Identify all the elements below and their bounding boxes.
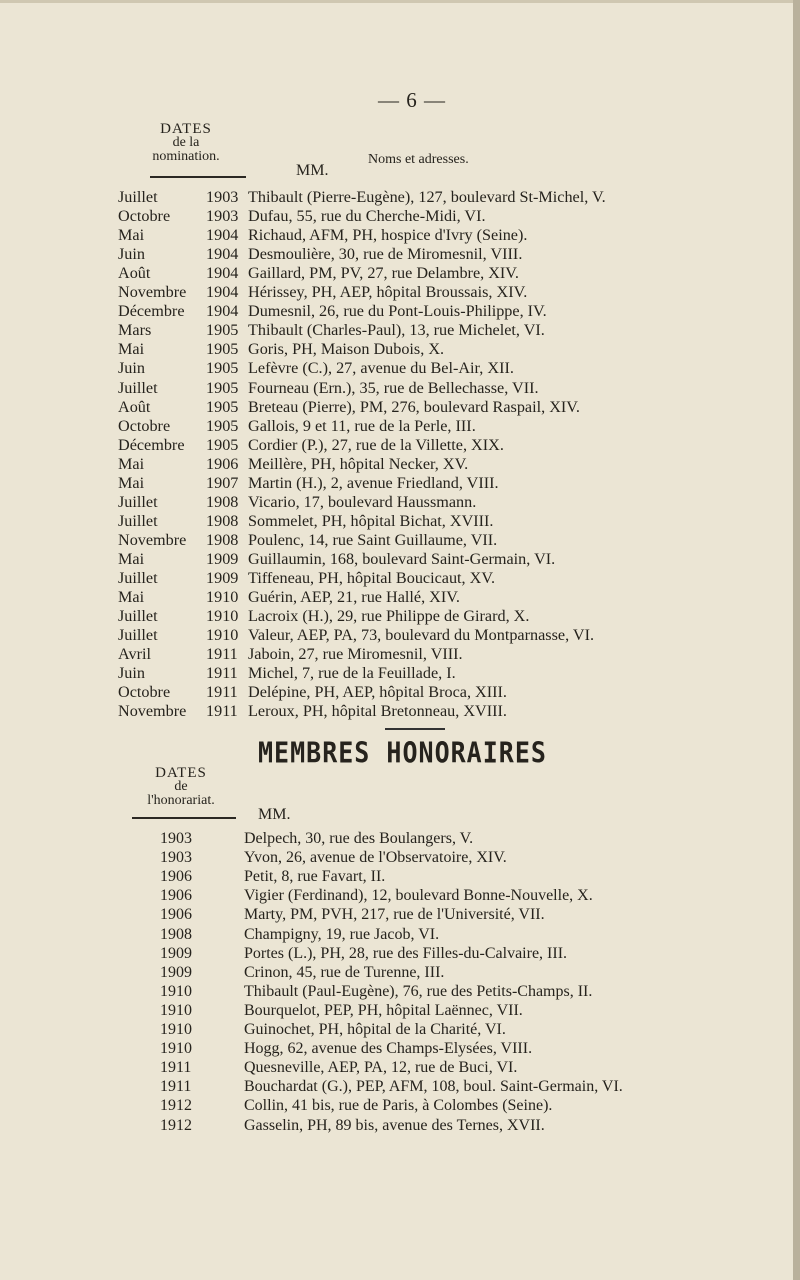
member-name-address: Lefèvre (C.), 27, avenue du Bel-Air, XII.	[248, 359, 514, 378]
honorary-name-address: Bouchardat (G.), PEP, AFM, 108, boul. Saint-Germain, VI.	[244, 1078, 623, 1096]
member-year: 1907	[206, 473, 239, 492]
honorary-name-address: Quesneville, AEP, PA, 12, rue de Buci, VI.	[244, 1059, 518, 1077]
honorary-year: 1906	[160, 906, 192, 924]
honorary-name-address: Champigny, 19, rue Jacob, VI.	[244, 925, 440, 943]
honorary-name-address: Bourquelot, PEP, PH, hôpital Laënnec, VII.	[244, 1001, 523, 1019]
member-name-address: Poulenc, 14, rue Saint Guillaume, VII.	[248, 530, 498, 549]
member-name-address: Jaboin, 27, rue Miromesnil, VIII.	[248, 645, 463, 664]
honorary-name-address: Hogg, 62, avenue des Champs-Elysées, VIII.	[244, 1040, 533, 1058]
honorary-year: 1910	[160, 1040, 192, 1058]
member-year: 1905	[206, 359, 239, 378]
honorary-year: 1909	[160, 963, 192, 981]
member-name-address: Gaillard, PM, PV, 27, rue Delambre, XIV.	[248, 264, 519, 283]
honorary-year: 1906	[160, 868, 192, 886]
member-name-address: Tiffeneau, PH, hôpital Boucicaut, XV.	[248, 569, 495, 587]
dates-header-line-3: nomination.	[152, 149, 220, 164]
honorary-name-address: Vigier (Ferdinand), 12, boulevard Bonne-Nouvelle, X.	[244, 887, 593, 905]
member-month: Juillet	[118, 188, 158, 206]
member-name-address: Goris, PH, Maison Dubois, X.	[248, 340, 445, 359]
member-name-address: Vicario, 17, boulevard Haussmann.	[248, 492, 477, 511]
honorary-year: 1911	[160, 1059, 192, 1077]
honorary-name-address: Yvon, 26, avenue de l'Observatoire, XIV.	[244, 849, 507, 867]
honorary-year: 1909	[160, 944, 192, 962]
member-year: 1909	[206, 569, 239, 587]
honorary-dates-header-line-3: l'honorariat.	[147, 793, 215, 808]
member-year: 1911	[206, 683, 238, 702]
member-month: Juin	[118, 359, 145, 378]
member-month: Juillet	[118, 511, 158, 530]
member-month: Novembre	[118, 283, 187, 302]
member-year: 1904	[206, 283, 239, 302]
member-year: 1910	[206, 626, 239, 645]
member-month: Mai	[118, 473, 145, 492]
member-month: Novembre	[118, 530, 187, 549]
member-name-address: Hérissey, PH, AEP, hôpital Broussais, XIV.	[248, 283, 528, 302]
member-name-address: Fourneau (Ern.), 35, rue de Bellechasse, VII.	[248, 378, 539, 397]
names-column-header: Noms et adresses.	[368, 152, 469, 167]
member-year: 1911	[206, 645, 238, 664]
page-right-edge	[793, 0, 800, 1280]
member-name-address: Thibault (Pierre-Eugène), 127, boulevard St-Michel, V.	[248, 188, 606, 206]
honorary-name-address: Marty, PM, PVH, 217, rue de l'Université, VII.	[244, 906, 545, 924]
member-year: 1904	[206, 264, 239, 283]
member-name-address: Breteau (Pierre), PM, 276, boulevard Raspail, XIV.	[248, 397, 580, 416]
honorary-dates-header-line-2: de	[174, 779, 188, 794]
member-name-address: Cordier (P.), 27, rue de la Villette, XIX.	[248, 435, 504, 454]
honorary-name-address: Petit, 8, rue Favart, II.	[244, 868, 386, 886]
member-month: Juillet	[118, 378, 158, 397]
member-name-address: Michel, 7, rue de la Feuillade, I.	[248, 664, 456, 683]
member-year: 1905	[206, 416, 239, 435]
member-year: 1905	[206, 321, 239, 340]
header-rule	[150, 176, 246, 178]
honorary-year: 1910	[160, 1001, 192, 1019]
page-top-edge	[0, 0, 800, 3]
member-year: 1908	[206, 530, 239, 549]
honorary-name-address: Guinochet, PH, hôpital de la Charité, VI.	[244, 1021, 506, 1038]
member-name-address: Desmoulière, 30, rue de Miromesnil, VIII.	[248, 245, 523, 264]
member-name-address: Valeur, AEP, PA, 73, boulevard du Montparnasse, VI.	[248, 626, 595, 645]
member-year: 1905	[206, 340, 239, 359]
member-name-address: Lacroix (H.), 29, rue Philippe de Girard, X.	[248, 607, 530, 626]
member-month: Juillet	[118, 626, 158, 645]
member-year: 1904	[206, 226, 239, 245]
member-month: Octobre	[118, 416, 171, 435]
member-month: Juin	[118, 664, 145, 683]
member-year: 1905	[206, 397, 239, 416]
honorary-header-rule	[132, 817, 236, 819]
member-month: Mars	[118, 321, 152, 340]
dates-header-line-1: DATES	[160, 121, 212, 137]
member-name-address: Richaud, AFM, PH, hospice d'Ivry (Seine).	[248, 226, 528, 245]
member-month: Mai	[118, 340, 145, 359]
member-name-address: Thibault (Charles-Paul), 13, rue Michelet, VI.	[248, 321, 545, 340]
honorary-dates-header-line-1: DATES	[155, 765, 207, 781]
member-year: 1903	[206, 207, 239, 226]
member-name-address: Martin (H.), 2, avenue Friedland, VIII.	[248, 473, 499, 492]
member-year: 1911	[206, 664, 238, 683]
honorary-name-address: Crinon, 45, rue de Turenne, III.	[244, 963, 445, 981]
member-name-address: Delépine, PH, AEP, hôpital Broca, XIII.	[248, 683, 507, 702]
member-year: 1905	[206, 435, 239, 454]
member-year: 1909	[206, 549, 239, 568]
dates-header-line-2: de la	[172, 135, 200, 150]
member-year: 1908	[206, 492, 239, 511]
member-month: Octobre	[118, 683, 171, 702]
member-year: 1905	[206, 378, 239, 397]
member-name-address: Dumesnil, 26, rue du Pont-Louis-Philippe, IV.	[248, 302, 547, 321]
honorary-name-address: Gasselin, PH, 89 bis, avenue des Ternes, XVII.	[244, 1116, 545, 1134]
honorary-year: 1911	[160, 1078, 192, 1096]
honorary-name-address: Delpech, 30, rue des Boulangers, V.	[244, 830, 474, 847]
honorary-name-address: Collin, 41 bis, rue de Paris, à Colombes (Seine).	[244, 1097, 553, 1115]
honorary-year: 1903	[160, 849, 192, 867]
honorary-year: 1908	[160, 925, 192, 943]
member-name-address: Leroux, PH, hôpital Bretonneau, XVIII.	[248, 702, 507, 721]
honorary-year: 1906	[160, 887, 192, 905]
member-month: Mai	[118, 454, 145, 473]
member-year: 1903	[206, 188, 239, 206]
honorary-year: 1903	[160, 830, 192, 847]
honorary-year: 1912	[160, 1097, 192, 1115]
member-year: 1910	[206, 588, 239, 607]
member-name-address: Meillère, PH, hôpital Necker, XV.	[248, 454, 469, 473]
member-year: 1904	[206, 245, 239, 264]
member-name-address: Guillaumin, 168, boulevard Saint-Germain, VI.	[248, 549, 556, 568]
honorary-mm-label: MM.	[258, 806, 291, 823]
member-month: Décembre	[118, 435, 185, 454]
honorary-dates-column-header	[126, 766, 236, 808]
honorary-name-address: Portes (L.), PH, 28, rue des Filles-du-Calvaire, III.	[244, 944, 568, 962]
section-ornament	[385, 728, 445, 730]
member-month: Mai	[118, 549, 145, 568]
member-month: Août	[118, 397, 151, 416]
member-year: 1908	[206, 511, 239, 530]
member-month: Juillet	[118, 569, 158, 587]
member-year: 1911	[206, 702, 238, 721]
member-month: Juin	[118, 245, 145, 264]
page-number: — 6 —	[378, 88, 446, 112]
member-month: Juillet	[118, 492, 158, 511]
honorary-section-title: MEMBRES HONORAIRES	[258, 735, 547, 770]
member-name-address: Dufau, 55, rue du Cherche-Midi, VI.	[248, 207, 486, 226]
member-name-address: Sommelet, PH, hôpital Bichat, XVIII.	[248, 511, 494, 530]
member-name-address: Guérin, AEP, 21, rue Hallé, XIV.	[248, 588, 460, 607]
member-month: Mai	[118, 588, 145, 607]
member-month: Novembre	[118, 702, 187, 721]
member-name-address: Gallois, 9 et 11, rue de la Perle, III.	[248, 416, 476, 435]
member-month: Juillet	[118, 607, 158, 626]
member-year: 1904	[206, 302, 239, 321]
member-year: 1906	[206, 454, 239, 473]
honorary-year: 1910	[160, 1021, 192, 1038]
honorary-year: 1912	[160, 1116, 192, 1134]
member-month: Mai	[118, 226, 145, 245]
member-month: Décembre	[118, 302, 185, 321]
honorary-year: 1910	[160, 982, 192, 1000]
member-month: Août	[118, 264, 151, 283]
member-month: Avril	[118, 645, 151, 664]
member-year: 1910	[206, 607, 239, 626]
dates-column-header	[138, 122, 234, 164]
member-month: Octobre	[118, 207, 171, 226]
mm-label: MM.	[296, 162, 329, 179]
honorary-name-address: Thibault (Paul-Eugène), 76, rue des Petits-Champs, II.	[244, 982, 593, 1000]
